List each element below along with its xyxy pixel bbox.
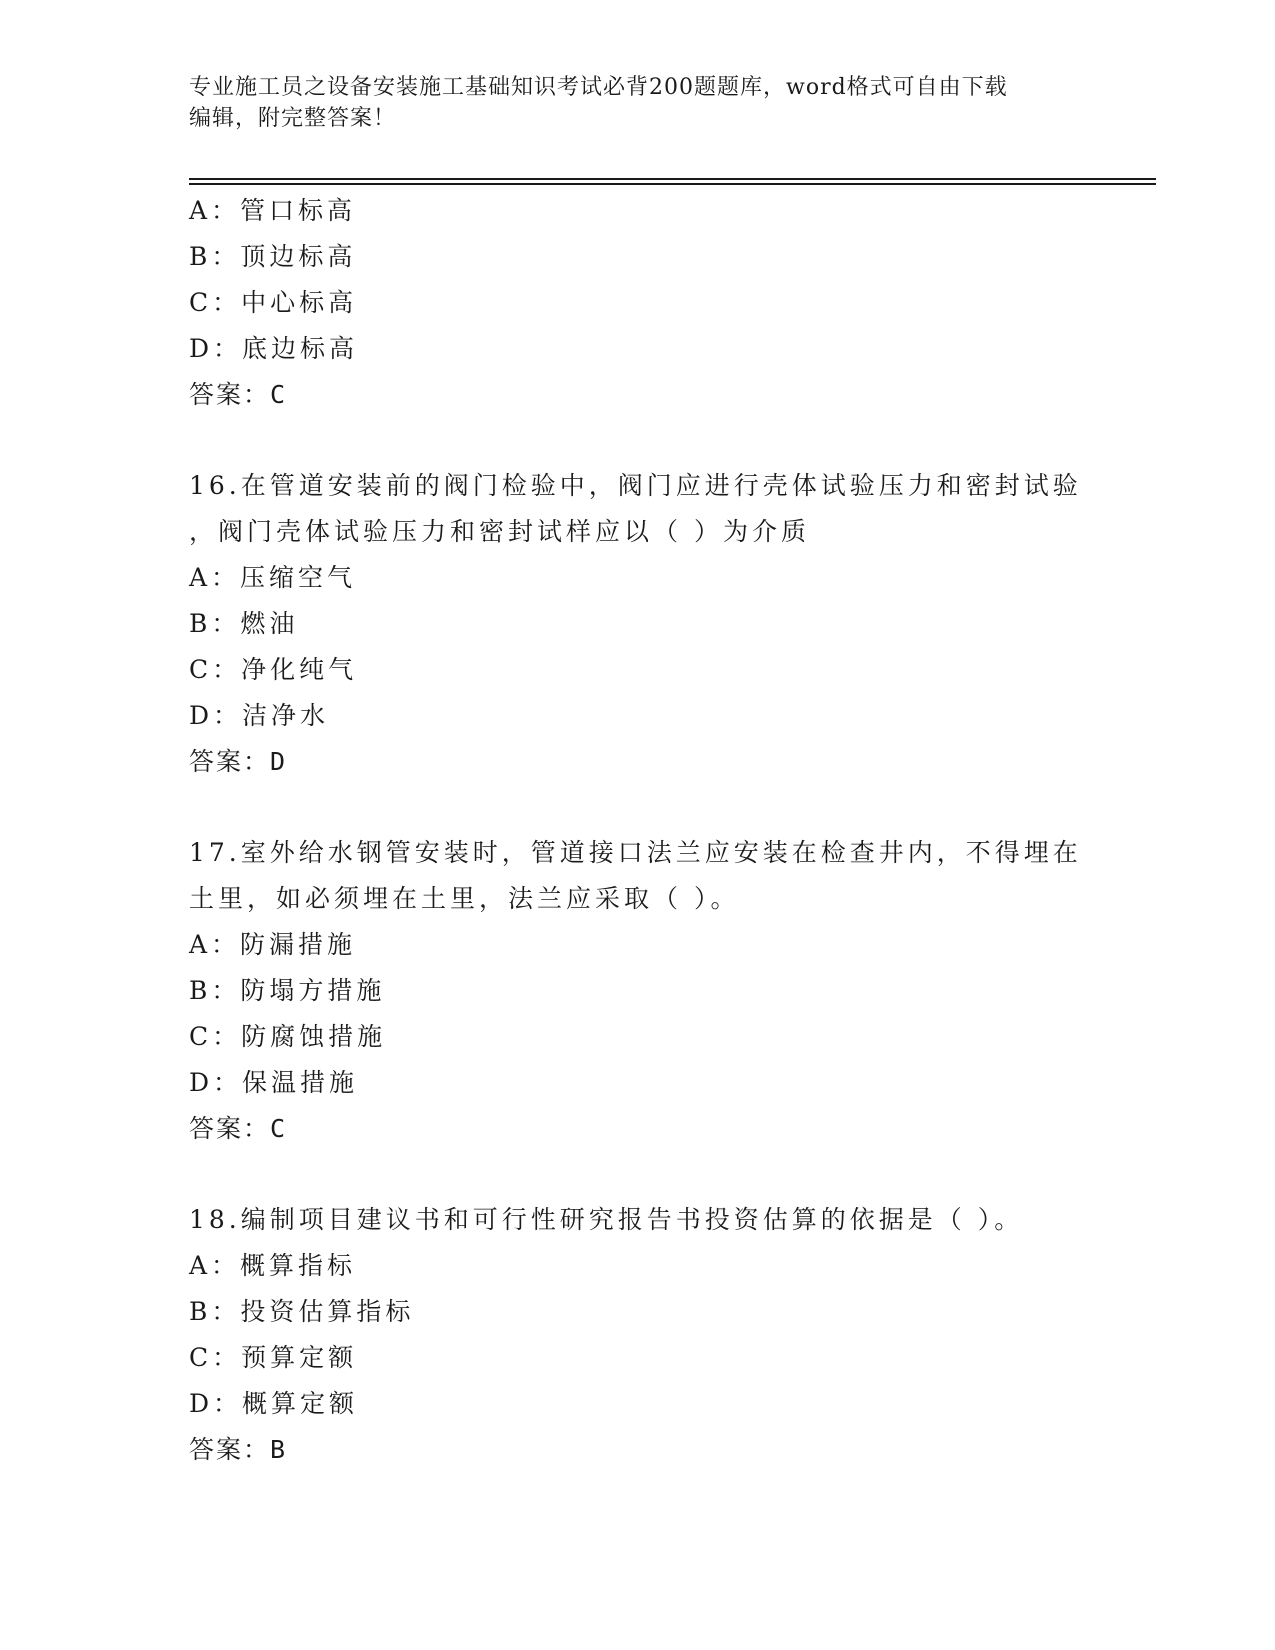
option-b: B：顶边标高 (189, 242, 357, 271)
header-divider-bottom (189, 183, 1156, 185)
option-a: A：概算指标 (189, 1251, 357, 1280)
question-stem-line-1: 18.编制项目建议书和可行性研究报告书投资估算的依据是（ ）。 (189, 1205, 1024, 1234)
option-a: A：管口标高 (189, 196, 357, 225)
question-18 (189, 1197, 1089, 1473)
option-a: A：防漏措施 (189, 930, 357, 959)
option-c: C：防腐蚀措施 (189, 1022, 387, 1051)
answer-label: 答案： (189, 1114, 271, 1143)
header-title-line-2: 编辑，附完整答案！ (189, 106, 397, 131)
document-header (189, 72, 1089, 134)
question-15 (189, 188, 1089, 418)
question-list (189, 188, 1089, 1473)
answer-line (189, 372, 1089, 418)
question-stem-line-1: 17.室外给水钢管安装时，管道接口法兰应安装在检查井内，不得埋在 (189, 838, 1082, 867)
answer-value: C (270, 1114, 286, 1143)
question-16 (189, 463, 1089, 785)
answer-value: C (270, 380, 286, 409)
option-c: C：预算定额 (189, 1343, 358, 1372)
option-d: D：概算定额 (189, 1389, 359, 1418)
answer-line (189, 739, 1089, 785)
question-stem-line-1: 16.在管道安装前的阀门检验中，阀门应进行壳体试验压力和密封试验 (189, 471, 1082, 500)
answer-value: D (270, 747, 286, 776)
question-17 (189, 830, 1089, 1152)
answer-value: B (270, 1435, 286, 1464)
answer-label: 答案： (189, 1435, 271, 1464)
option-d: D：底边标高 (189, 334, 359, 363)
option-c: C：中心标高 (189, 288, 358, 317)
answer-label: 答案： (189, 380, 271, 409)
option-b: B：燃油 (189, 609, 299, 638)
option-b: B：投资估算指标 (189, 1297, 415, 1326)
question-stem-line-2: ，阀门壳体试验压力和密封试样应以（ ）为介质 (189, 517, 810, 546)
option-a: A：压缩空气 (189, 563, 357, 592)
question-stem-line-2: 土里，如必须埋在土里，法兰应采取（ ）。 (189, 884, 740, 913)
answer-line (189, 1427, 1089, 1473)
option-b: B：防塌方措施 (189, 976, 386, 1005)
answer-label: 答案： (189, 747, 271, 776)
option-d: D：保温措施 (189, 1068, 359, 1097)
option-d: D：洁净水 (189, 701, 330, 730)
answer-line (189, 1106, 1089, 1152)
option-c: C：净化纯气 (189, 655, 358, 684)
header-title-line-1: 专业施工员之设备安装施工基础知识考试必背200题题库，word格式可自由下载 (189, 75, 1008, 100)
header-divider-top (189, 178, 1156, 180)
